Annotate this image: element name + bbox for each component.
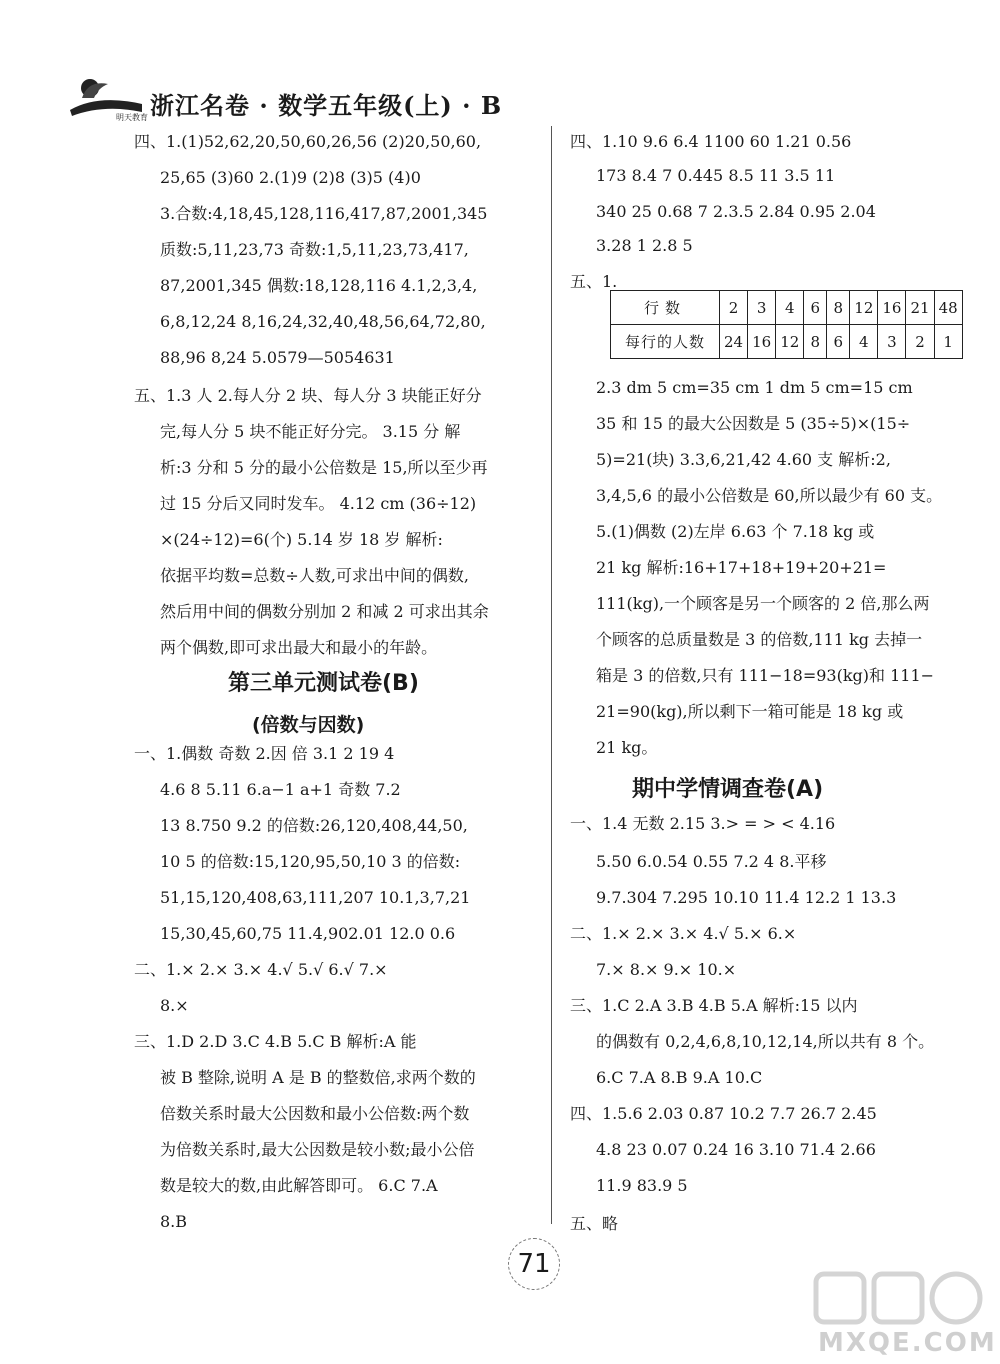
- table-cell: 3: [878, 325, 906, 359]
- table-row: [611, 325, 963, 359]
- answer-line: 88,96 8,24 5.0579—5054631: [160, 348, 395, 367]
- table-header-cell: 行数: [611, 291, 720, 325]
- answer-line: 五、略: [570, 1214, 619, 1233]
- answer-line: 过 15 分后又同时发车。 4.12 cm (36÷12): [160, 494, 477, 513]
- answer-line: 8.×: [160, 996, 189, 1015]
- answer-line: 两个偶数,即可求出最大和最小的年龄。: [160, 638, 438, 657]
- answer-line: 6.C 7.A 8.B 9.A 10.C: [596, 1068, 763, 1087]
- answer-line: 三、1.C 2.A 3.B 4.B 5.A 解析:15 以内: [570, 996, 858, 1015]
- answer-line: 完,每人分 5 块不能正好分完。 3.15 分 解: [160, 422, 461, 441]
- answer-line: 3.28 1 2.8 5: [596, 236, 693, 255]
- book-title: 浙江名卷 · 数学五年级(上) · B: [150, 91, 503, 120]
- answer-line: 9.7.304 7.295 10.10 11.4 12.2 1 13.3: [596, 888, 897, 907]
- answer-line: 四、1.10 9.6 6.4 1100 60 1.21 0.56: [570, 132, 852, 151]
- table-cell: 2: [720, 291, 748, 325]
- table-cell: 21: [906, 291, 934, 325]
- answer-line: 一、1.偶数 奇数 2.因 倍 3.1 2 19 4: [134, 744, 395, 763]
- five-label: 五、1.: [570, 272, 618, 291]
- answer-line: 质数:5,11,23,73 奇数:1,5,11,23,73,417,: [160, 240, 469, 259]
- section-title-midterm: 期中学情调查卷(A): [632, 777, 824, 802]
- table-cell: 16: [878, 291, 906, 325]
- page-number: 71: [508, 1238, 560, 1290]
- section-title-unit3: 第三单元测试卷(B): [228, 671, 419, 696]
- answer-line: 87,2001,345 偶数:18,128,116 4.1,2,3,4,: [160, 276, 478, 295]
- answer-line: 8.B: [160, 1212, 188, 1231]
- watermark-logo-icon: [810, 1268, 990, 1328]
- answer-line: 然后用中间的偶数分别加 2 和减 2 可求出其余: [160, 602, 489, 621]
- answer-line: 35 和 15 的最大公因数是 5 (35÷5)×(15÷: [596, 414, 911, 433]
- answer-line: 4.8 23 0.07 0.24 16 3.10 71.4 2.66: [596, 1140, 876, 1159]
- answer-line: 25,65 (3)60 2.(1)9 (2)8 (3)5 (4)0: [160, 168, 421, 187]
- table-cell: 12: [776, 325, 804, 359]
- answer-line: 四、1.5.6 2.03 0.87 10.2 7.7 26.7 2.45: [570, 1104, 877, 1123]
- table-cell: 6: [804, 291, 827, 325]
- watermark-text: MXQE.COM: [818, 1328, 997, 1358]
- table-cell: 24: [720, 325, 748, 359]
- table-header-cell: 每行的人数: [611, 325, 720, 359]
- table-cell: 4: [776, 291, 804, 325]
- answer-line: 21 kg。: [596, 738, 658, 757]
- answer-line: 依据平均数=总数÷人数,可求出中间的偶数,: [160, 566, 469, 585]
- answer-line: 为倍数关系时,最大公因数是较小数;最小公倍: [160, 1140, 475, 1159]
- table-cell: 1: [934, 325, 962, 359]
- table-cell: 48: [934, 291, 962, 325]
- answer-line: 三、1.D 2.D 3.C 4.B 5.C B 解析:A 能: [134, 1032, 417, 1051]
- answer-line: 四、1.(1)52,62,20,50,60,26,56 (2)20,50,60,: [134, 132, 482, 151]
- answer-line: 21=90(kg),所以剩下一箱可能是 18 kg 或: [596, 702, 904, 721]
- answer-line: 21 kg 解析:16+17+18+19+20+21=: [596, 558, 887, 577]
- table-cell: 12: [850, 291, 878, 325]
- column-divider: [551, 126, 552, 1224]
- answer-line: 的偶数有 0,2,4,6,8,10,12,14,所以共有 8 个。: [596, 1032, 935, 1051]
- answer-line: 箱是 3 的倍数,只有 111−18=93(kg)和 111−: [596, 666, 935, 685]
- watermark: [810, 1268, 997, 1358]
- answer-line: 5.50 6.0.54 0.55 7.2 4 8.平移: [596, 852, 827, 871]
- answer-line: 3.合数:4,18,45,128,116,417,87,2001,345: [160, 204, 488, 223]
- answer-line: 5.(1)偶数 (2)左岸 6.63 个 7.18 kg 或: [596, 522, 875, 541]
- table-cell: 8: [804, 325, 827, 359]
- page-header: [68, 74, 538, 126]
- answer-line: 10 5 的倍数:15,120,95,50,10 3 的倍数:: [160, 852, 461, 871]
- table-row: [611, 291, 963, 325]
- answer-line: 2.3 dm 5 cm=35 cm 1 dm 5 cm=15 cm: [596, 378, 913, 397]
- answer-line: ×(24÷12)=6(个) 5.14 岁 18 岁 解析:: [160, 530, 443, 549]
- answer-line: 二、1.× 2.× 3.× 4.√ 5.× 6.×: [570, 924, 797, 943]
- answer-line: 五、1.3 人 2.每人分 2 块、每人分 3 块能正好分: [134, 386, 482, 405]
- answer-line: 6,8,12,24 8,16,24,32,40,48,56,64,72,80,: [160, 312, 486, 331]
- answer-line: 173 8.4 7 0.445 8.5 11 3.5 11: [596, 166, 836, 185]
- rows-table: [610, 290, 963, 359]
- logo-text: 明天教育: [116, 113, 148, 122]
- answer-line: 个顾客的总质量数是 3 的倍数,111 kg 去掉一: [596, 630, 923, 649]
- answer-line: 7.× 8.× 9.× 10.×: [596, 960, 737, 979]
- answer-line: 4.6 8 5.11 6.a−1 a+1 奇数 7.2: [160, 780, 401, 799]
- answer-line: 数是较大的数,由此解答即可。 6.C 7.A: [160, 1176, 438, 1195]
- answer-line: 111(kg),一个顾客是另一个顾客的 2 倍,那么两: [596, 594, 930, 613]
- answer-line: 15,30,45,60,75 11.4,902.01 12.0 0.6: [160, 924, 456, 943]
- answer-line: 析:3 分和 5 分的最小公倍数是 15,所以至少再: [160, 458, 488, 477]
- section-subtitle-unit3: (倍数与因数): [252, 714, 365, 736]
- publisher-logo-icon: [68, 74, 148, 126]
- answer-line: 51,15,120,408,63,111,207 10.1,3,7,21: [160, 888, 471, 907]
- answer-line: 二、1.× 2.× 3.× 4.√ 5.√ 6.√ 7.×: [134, 960, 388, 979]
- answer-line: 被 B 整除,说明 A 是 B 的整数倍,求两个数的: [160, 1068, 476, 1087]
- answer-line: 13 8.750 9.2 的倍数:26,120,408,44,50,: [160, 816, 468, 835]
- answer-line: 5)=21(块) 3.3,6,21,42 4.60 支 解析:2,: [596, 450, 891, 469]
- answer-line: 一、1.4 无数 2.15 3.> = > < 4.16: [570, 814, 836, 833]
- answer-line: 3,4,5,6 的最小公倍数是 60,所以最少有 60 支。: [596, 486, 943, 505]
- table-cell: 3: [748, 291, 776, 325]
- answer-line: 11.9 83.9 5: [596, 1176, 688, 1195]
- table-cell: 16: [748, 325, 776, 359]
- answer-line: 340 25 0.68 7 2.3.5 2.84 0.95 2.04: [596, 202, 876, 221]
- table-cell: 8: [827, 291, 850, 325]
- answer-line: 倍数关系时最大公因数和最小公倍数:两个数: [160, 1104, 470, 1123]
- table-cell: 2: [906, 325, 934, 359]
- table-cell: 4: [850, 325, 878, 359]
- table-cell: 6: [827, 325, 850, 359]
